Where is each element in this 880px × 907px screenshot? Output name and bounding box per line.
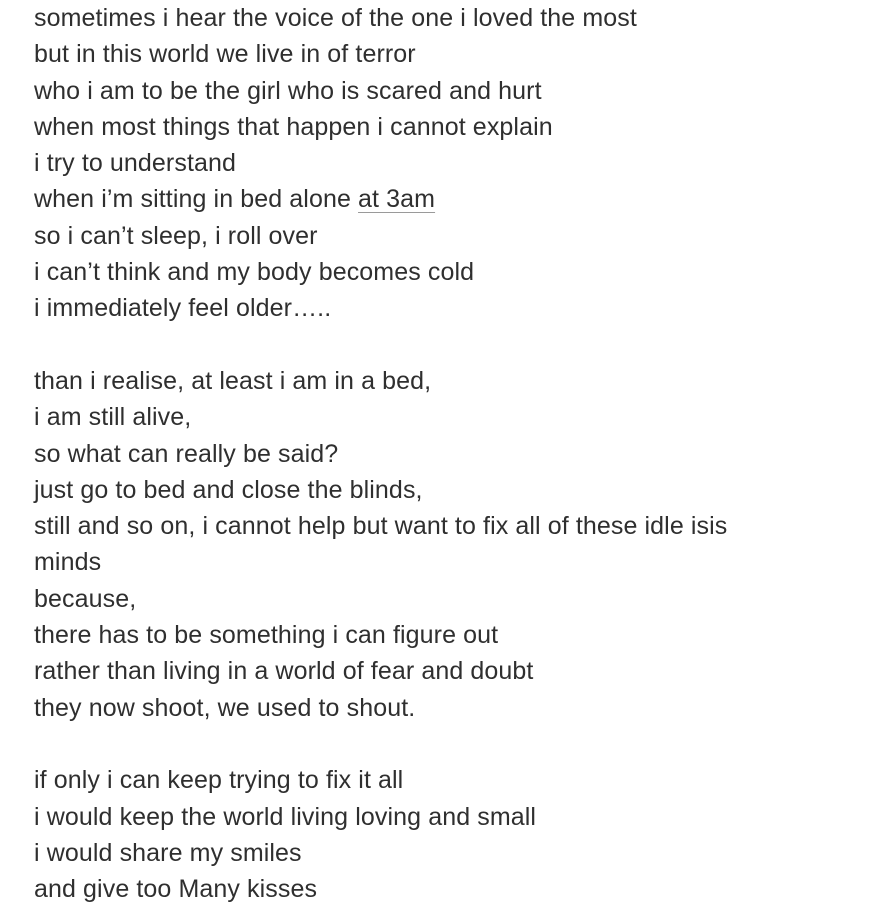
poem-line: i am still alive, [34, 403, 192, 432]
poem-line: i would keep the world living loving and small [34, 802, 537, 831]
poem-line: there has to be something i can figure out [34, 621, 499, 650]
poem-line: just go to bed and close the blinds, [34, 475, 423, 504]
poem-line: minds [34, 548, 102, 577]
poem-line: and give too Many kisses [34, 875, 318, 904]
poem-line: i can’t think and my body becomes cold [34, 258, 475, 287]
poem-line: i immediately feel older….. [34, 294, 332, 323]
poem-text [34, 0, 874, 907]
underlined-text: at 3am [358, 185, 436, 214]
poem-line: because, [34, 584, 137, 613]
poem-line-text: i can’t sleep, i roll over [67, 221, 318, 250]
poem-line: i would share my smiles [34, 838, 302, 867]
poem-line: who i am to be the girl who is scared and hurt [34, 76, 542, 105]
poem-line: when most things that happen i cannot explain [34, 112, 553, 141]
poem-line: but in this world we live in of terror [34, 40, 416, 69]
poem-line: still and so on, i cannot help but want to fix all of these idle isis [34, 512, 728, 541]
poem-line-text: when i’m sitting in bed alone [34, 185, 359, 214]
poem-line: than i realise, at least i am in a bed, [34, 366, 432, 395]
poem-line: so what can really be said? [34, 439, 339, 468]
poem-line [34, 181, 874, 217]
poem-line: they now shoot, we used to shout. [34, 693, 416, 722]
poem-line [34, 218, 874, 254]
poem-line: i try to understand [34, 149, 237, 178]
poem-line-text: so [34, 221, 68, 250]
poem-line: if only i can keep trying to fix it all [34, 766, 404, 795]
stanza-break [34, 726, 874, 762]
stanza-break [34, 327, 874, 363]
poem-line: rather than living in a world of fear and doubt [34, 657, 534, 686]
poem-line: sometimes i hear the voice of the one i loved the most [34, 4, 637, 32]
